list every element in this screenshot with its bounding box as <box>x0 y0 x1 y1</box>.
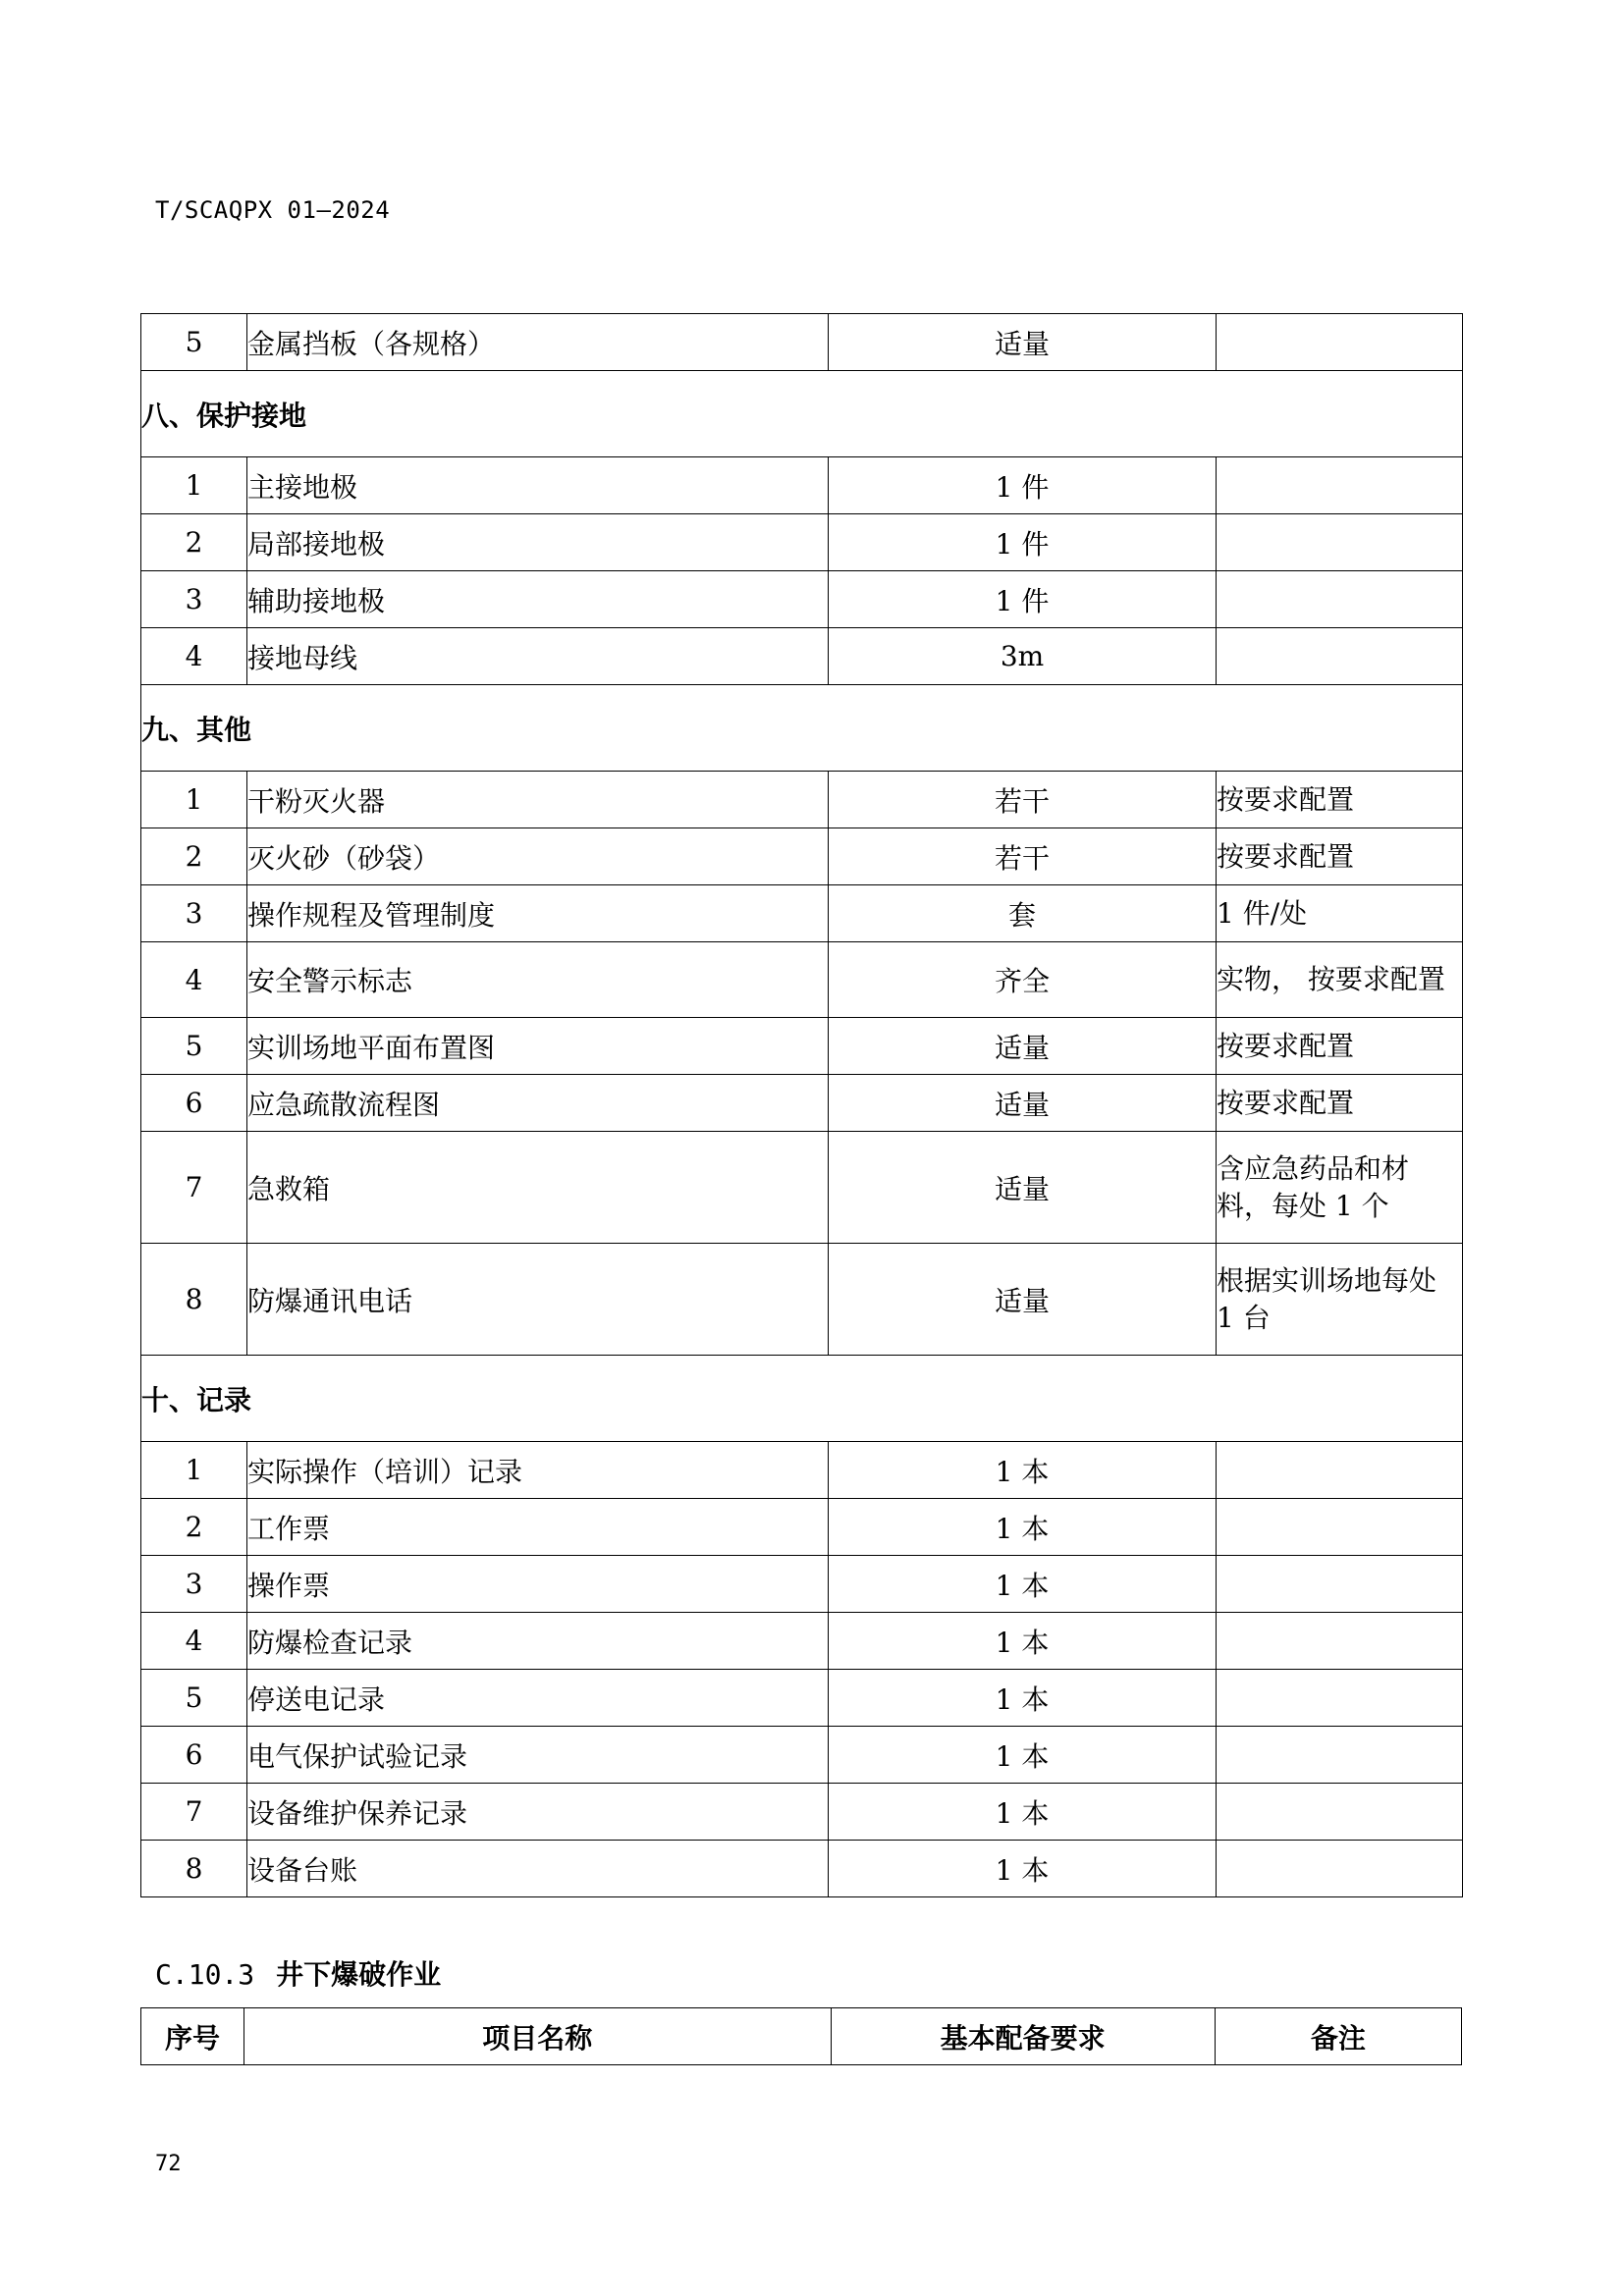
row-number: 6 <box>141 1727 247 1784</box>
row-item-name: 停送电记录 <box>247 1670 829 1727</box>
document-code: T/SCAQPX 01—2024 <box>155 196 391 224</box>
table-row <box>141 514 1463 571</box>
row-number: 4 <box>141 1613 247 1670</box>
row-note: 按要求配置 <box>1217 828 1463 885</box>
table-row <box>141 314 1463 371</box>
row-number: 2 <box>141 514 247 571</box>
row-item-name: 安全警示标志 <box>247 942 829 1018</box>
table-row <box>141 457 1463 514</box>
row-number: 1 <box>141 772 247 828</box>
row-number: 4 <box>141 942 247 1018</box>
next-table-header <box>140 2007 1462 2065</box>
row-number: 3 <box>141 885 247 942</box>
header-cell-no: 序号 <box>141 2008 244 2065</box>
row-item-name: 电气保护试验记录 <box>247 1727 829 1784</box>
subsection-name: 井下爆破作业 <box>276 1958 442 1991</box>
row-item-name: 接地母线 <box>247 628 829 685</box>
row-number: 1 <box>141 457 247 514</box>
table-row <box>141 885 1463 942</box>
row-requirement: 适量 <box>829 1132 1217 1244</box>
section-row <box>141 371 1463 457</box>
row-number: 5 <box>141 1018 247 1075</box>
row-requirement: 若干 <box>829 772 1217 828</box>
row-number: 3 <box>141 1556 247 1613</box>
row-number: 5 <box>141 1670 247 1727</box>
row-requirement: 1 件 <box>829 514 1217 571</box>
row-number: 2 <box>141 828 247 885</box>
row-note <box>1217 514 1463 571</box>
row-item-name: 主接地极 <box>247 457 829 514</box>
row-number: 7 <box>141 1784 247 1841</box>
row-item-name: 设备台账 <box>247 1841 829 1897</box>
table-row <box>141 1841 1463 1897</box>
table-row <box>141 1132 1463 1244</box>
table-row <box>141 772 1463 828</box>
row-note: 按要求配置 <box>1217 1018 1463 1075</box>
header-cell-requirement: 基本配备要求 <box>831 2008 1215 2065</box>
header-cell-name: 项目名称 <box>244 2008 831 2065</box>
row-number: 7 <box>141 1132 247 1244</box>
row-note: 根据实训场地每处 1 台 <box>1217 1244 1463 1356</box>
row-item-name: 局部接地极 <box>247 514 829 571</box>
row-number: 8 <box>141 1244 247 1356</box>
row-requirement: 适量 <box>829 314 1217 371</box>
row-item-name: 应急疏散流程图 <box>247 1075 829 1132</box>
page-number: 72 <box>155 2152 182 2176</box>
table-row <box>141 571 1463 628</box>
row-note: 1 件/处 <box>1217 885 1463 942</box>
row-note <box>1217 1499 1463 1556</box>
section-title: 十、记录 <box>141 1356 1463 1442</box>
row-note <box>1217 1442 1463 1499</box>
row-number: 6 <box>141 1075 247 1132</box>
section-title: 八、保护接地 <box>141 371 1463 457</box>
row-requirement: 适量 <box>829 1075 1217 1132</box>
equipment-table <box>140 313 1463 1897</box>
table-row <box>141 1784 1463 1841</box>
table-row <box>141 828 1463 885</box>
row-note <box>1217 1613 1463 1670</box>
row-item-name: 防爆检查记录 <box>247 1613 829 1670</box>
row-requirement: 齐全 <box>829 942 1217 1018</box>
row-item-name: 设备维护保养记录 <box>247 1784 829 1841</box>
table-row <box>141 1727 1463 1784</box>
row-item-name: 防爆通讯电话 <box>247 1244 829 1356</box>
row-item-name: 实训场地平面布置图 <box>247 1018 829 1075</box>
row-note <box>1217 628 1463 685</box>
row-item-name: 操作规程及管理制度 <box>247 885 829 942</box>
row-requirement: 1 本 <box>829 1442 1217 1499</box>
table-row <box>141 1442 1463 1499</box>
table-row <box>141 1244 1463 1356</box>
row-requirement: 1 本 <box>829 1784 1217 1841</box>
table-row <box>141 1018 1463 1075</box>
row-item-name: 灭火砂（砂袋） <box>247 828 829 885</box>
header-cell-note: 备注 <box>1215 2008 1461 2065</box>
row-requirement: 1 本 <box>829 1499 1217 1556</box>
row-number: 3 <box>141 571 247 628</box>
subsection-title <box>155 1953 441 1993</box>
row-requirement: 1 本 <box>829 1670 1217 1727</box>
table-row <box>141 1613 1463 1670</box>
row-item-name: 急救箱 <box>247 1132 829 1244</box>
section-title: 九、其他 <box>141 685 1463 772</box>
row-note <box>1217 1556 1463 1613</box>
row-note <box>1217 571 1463 628</box>
row-requirement: 若干 <box>829 828 1217 885</box>
row-item-name: 实际操作（培训）记录 <box>247 1442 829 1499</box>
row-item-name: 金属挡板（各规格） <box>247 314 829 371</box>
table-row <box>141 628 1463 685</box>
row-item-name: 操作票 <box>247 1556 829 1613</box>
row-number: 2 <box>141 1499 247 1556</box>
row-requirement: 1 本 <box>829 1841 1217 1897</box>
row-requirement: 1 本 <box>829 1727 1217 1784</box>
row-number: 8 <box>141 1841 247 1897</box>
row-requirement: 1 本 <box>829 1613 1217 1670</box>
row-note <box>1217 1727 1463 1784</box>
row-note: 按要求配置 <box>1217 1075 1463 1132</box>
table-row <box>141 1556 1463 1613</box>
row-note <box>1217 457 1463 514</box>
row-number: 4 <box>141 628 247 685</box>
table-row <box>141 1670 1463 1727</box>
row-note <box>1217 1784 1463 1841</box>
table-row <box>141 942 1463 1018</box>
row-requirement: 适量 <box>829 1018 1217 1075</box>
row-item-name: 辅助接地极 <box>247 571 829 628</box>
row-requirement: 套 <box>829 885 1217 942</box>
row-note <box>1217 1841 1463 1897</box>
row-item-name: 干粉灭火器 <box>247 772 829 828</box>
row-requirement: 1 本 <box>829 1556 1217 1613</box>
table-row <box>141 1499 1463 1556</box>
table-row <box>141 1075 1463 1132</box>
section-row <box>141 1356 1463 1442</box>
row-number: 5 <box>141 314 247 371</box>
row-note: 实物， 按要求配置 <box>1217 942 1463 1018</box>
row-number: 1 <box>141 1442 247 1499</box>
row-requirement: 适量 <box>829 1244 1217 1356</box>
row-item-name: 工作票 <box>247 1499 829 1556</box>
table-header-row <box>141 2008 1462 2065</box>
row-note <box>1217 314 1463 371</box>
row-note <box>1217 1670 1463 1727</box>
row-requirement: 1 件 <box>829 571 1217 628</box>
row-note: 含应急药品和材料，每处 1 个 <box>1217 1132 1463 1244</box>
row-requirement: 1 件 <box>829 457 1217 514</box>
subsection-number: C.10.3 <box>155 1958 255 1991</box>
section-row <box>141 685 1463 772</box>
row-note: 按要求配置 <box>1217 772 1463 828</box>
row-requirement: 3m <box>829 628 1217 685</box>
